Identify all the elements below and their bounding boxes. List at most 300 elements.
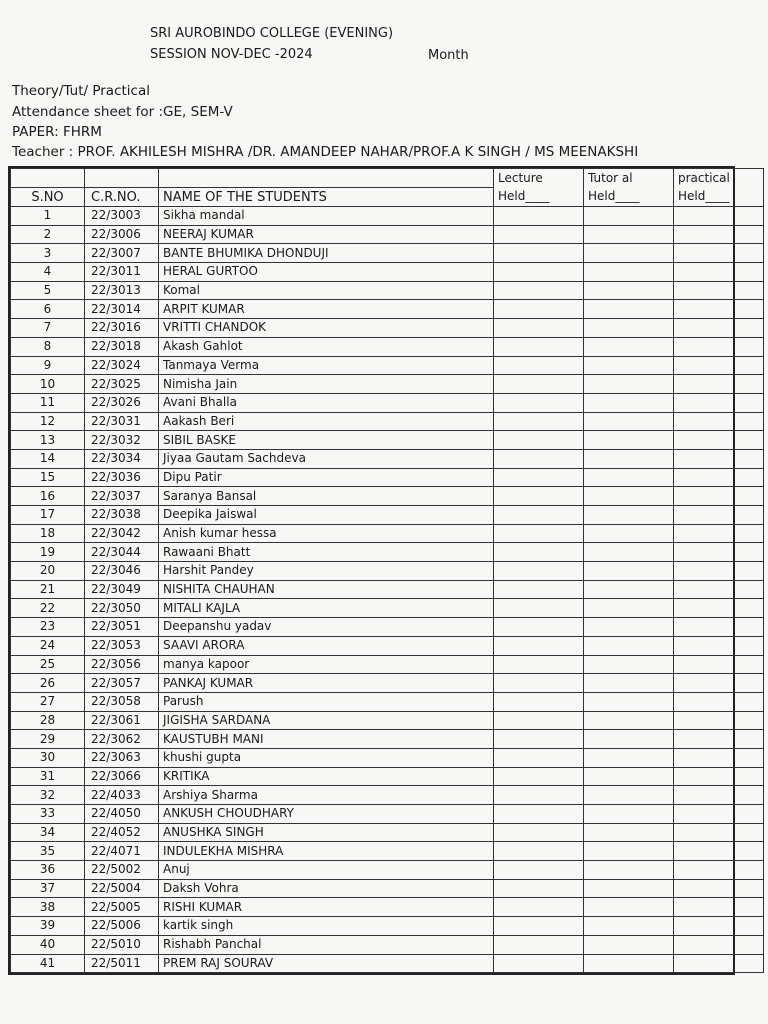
tutorial-attendance-cell xyxy=(584,674,674,693)
practical-attendance-cell xyxy=(674,207,764,226)
student-name: PANKAJ KUMAR xyxy=(159,674,494,693)
student-sno: 24 xyxy=(11,636,85,655)
table-row xyxy=(11,524,764,543)
lecture-attendance-cell xyxy=(494,861,584,880)
practical-attendance-cell xyxy=(674,506,764,525)
tutorial-attendance-cell xyxy=(584,580,674,599)
student-crno: 22/3013 xyxy=(85,281,159,300)
student-sno: 14 xyxy=(11,449,85,468)
lecture-attendance-cell xyxy=(494,449,584,468)
table-row xyxy=(11,412,764,431)
lecture-attendance-cell xyxy=(494,805,584,824)
tutorial-attendance-cell xyxy=(584,636,674,655)
table-row xyxy=(11,487,764,506)
tutorial-attendance-cell xyxy=(584,244,674,263)
student-crno: 22/3025 xyxy=(85,375,159,394)
student-crno: 22/3061 xyxy=(85,711,159,730)
table-row xyxy=(11,319,764,338)
tutorial-attendance-cell xyxy=(584,842,674,861)
student-sno: 30 xyxy=(11,748,85,767)
student-crno: 22/3049 xyxy=(85,580,159,599)
tutorial-attendance-cell xyxy=(584,805,674,824)
student-sno: 32 xyxy=(11,786,85,805)
student-sno: 41 xyxy=(11,954,85,973)
student-crno: 22/3024 xyxy=(85,356,159,375)
student-crno: 22/3051 xyxy=(85,618,159,637)
practical-attendance-cell xyxy=(674,748,764,767)
table-row xyxy=(11,898,764,917)
lecture-attendance-cell xyxy=(494,618,584,637)
student-sno: 20 xyxy=(11,562,85,581)
student-crno: 22/4033 xyxy=(85,786,159,805)
tutorial-attendance-cell xyxy=(584,898,674,917)
table-row xyxy=(11,954,764,973)
header-sno-spacer xyxy=(11,169,85,188)
student-crno: 22/3007 xyxy=(85,244,159,263)
tutorial-attendance-cell xyxy=(584,412,674,431)
lecture-attendance-cell xyxy=(494,655,584,674)
practical-held-label: Held____ xyxy=(678,189,730,203)
table-row xyxy=(11,748,764,767)
table-row xyxy=(11,730,764,749)
student-sno: 5 xyxy=(11,281,85,300)
tutorial-attendance-cell xyxy=(584,375,674,394)
lecture-attendance-cell xyxy=(494,393,584,412)
student-name: Saranya Bansal xyxy=(159,487,494,506)
student-name: khushi gupta xyxy=(159,748,494,767)
student-sno: 21 xyxy=(11,580,85,599)
lecture-attendance-cell xyxy=(494,748,584,767)
table-row xyxy=(11,879,764,898)
table-row xyxy=(11,805,764,824)
paper-label: PAPER: FHRM xyxy=(12,124,102,140)
practical-held-header xyxy=(674,169,764,207)
practical-attendance-cell xyxy=(674,692,764,711)
lecture-attendance-cell xyxy=(494,711,584,730)
practical-attendance-cell xyxy=(674,580,764,599)
student-sno: 23 xyxy=(11,618,85,637)
lecture-attendance-cell xyxy=(494,263,584,282)
lecture-attendance-cell xyxy=(494,935,584,954)
student-sno: 12 xyxy=(11,412,85,431)
student-crno: 22/3058 xyxy=(85,692,159,711)
student-name: Deepanshu yadav xyxy=(159,618,494,637)
student-sno: 4 xyxy=(11,263,85,282)
table-row xyxy=(11,543,764,562)
student-name: BANTE BHUMIKA DHONDUJI xyxy=(159,244,494,263)
student-name: NISHITA CHAUHAN xyxy=(159,580,494,599)
tutorial-attendance-cell xyxy=(584,524,674,543)
tutorial-attendance-cell xyxy=(584,711,674,730)
tutorial-attendance-cell xyxy=(584,487,674,506)
student-sno: 9 xyxy=(11,356,85,375)
table-row xyxy=(11,823,764,842)
lecture-attendance-cell xyxy=(494,674,584,693)
tutorial-attendance-cell xyxy=(584,786,674,805)
tutorial-attendance-cell xyxy=(584,692,674,711)
student-crno: 22/4071 xyxy=(85,842,159,861)
table-header-top-row xyxy=(11,169,764,188)
practical-attendance-cell xyxy=(674,935,764,954)
student-crno: 22/3042 xyxy=(85,524,159,543)
lecture-attendance-cell xyxy=(494,375,584,394)
student-sno: 19 xyxy=(11,543,85,562)
practical-header-title: practical xyxy=(678,171,730,185)
student-crno: 22/3006 xyxy=(85,225,159,244)
practical-attendance-cell xyxy=(674,431,764,450)
student-sno: 36 xyxy=(11,861,85,880)
lecture-attendance-cell xyxy=(494,506,584,525)
student-crno: 22/3050 xyxy=(85,599,159,618)
table-row xyxy=(11,674,764,693)
practical-attendance-cell xyxy=(674,412,764,431)
table-row xyxy=(11,337,764,356)
tutorial-attendance-cell xyxy=(584,599,674,618)
student-sno: 8 xyxy=(11,337,85,356)
lecture-attendance-cell xyxy=(494,580,584,599)
student-crno: 22/3036 xyxy=(85,468,159,487)
lecture-attendance-cell xyxy=(494,543,584,562)
tutorial-attendance-cell xyxy=(584,767,674,786)
student-name: Rishabh Panchal xyxy=(159,935,494,954)
table-row xyxy=(11,244,764,263)
practical-attendance-cell xyxy=(674,842,764,861)
lecture-attendance-cell xyxy=(494,300,584,319)
header-name-spacer xyxy=(159,169,494,188)
practical-attendance-cell xyxy=(674,954,764,973)
student-sno: 35 xyxy=(11,842,85,861)
tutorial-attendance-cell xyxy=(584,618,674,637)
lecture-attendance-cell xyxy=(494,431,584,450)
student-crno: 22/3016 xyxy=(85,319,159,338)
table-row xyxy=(11,767,764,786)
tutorial-attendance-cell xyxy=(584,281,674,300)
tutorial-attendance-cell xyxy=(584,207,674,226)
practical-attendance-cell xyxy=(674,898,764,917)
student-crno: 22/5002 xyxy=(85,861,159,880)
tutorial-attendance-cell xyxy=(584,468,674,487)
student-name: JIGISHA SARDANA xyxy=(159,711,494,730)
lecture-attendance-cell xyxy=(494,412,584,431)
practical-attendance-cell xyxy=(674,543,764,562)
student-crno: 22/3034 xyxy=(85,449,159,468)
student-crno: 22/4052 xyxy=(85,823,159,842)
student-name: Anish kumar hessa xyxy=(159,524,494,543)
tutorial-attendance-cell xyxy=(584,543,674,562)
practical-attendance-cell xyxy=(674,319,764,338)
table-row xyxy=(11,431,764,450)
table-row xyxy=(11,468,764,487)
student-crno: 22/3057 xyxy=(85,674,159,693)
lecture-attendance-cell xyxy=(494,692,584,711)
lecture-held-label: Held____ xyxy=(498,189,550,203)
attendance-table xyxy=(10,168,764,973)
tutorial-attendance-cell xyxy=(584,730,674,749)
session-label: SESSION NOV-DEC -2024 xyxy=(150,47,313,62)
practical-attendance-cell xyxy=(674,562,764,581)
student-name: kartik singh xyxy=(159,917,494,936)
student-sno: 22 xyxy=(11,599,85,618)
lecture-attendance-cell xyxy=(494,599,584,618)
tutorial-attendance-cell xyxy=(584,337,674,356)
lecture-attendance-cell xyxy=(494,319,584,338)
student-name: Harshit Pandey xyxy=(159,562,494,581)
student-name: Akash Gahlot xyxy=(159,337,494,356)
table-row xyxy=(11,506,764,525)
table-row xyxy=(11,263,764,282)
student-crno: 22/3003 xyxy=(85,207,159,226)
practical-attendance-cell xyxy=(674,879,764,898)
practical-attendance-cell xyxy=(674,337,764,356)
student-name: Tanmaya Verma xyxy=(159,356,494,375)
student-crno: 22/5005 xyxy=(85,898,159,917)
lecture-attendance-cell xyxy=(494,225,584,244)
tutorial-held-header xyxy=(584,169,674,207)
tutorial-attendance-cell xyxy=(584,300,674,319)
table-row xyxy=(11,281,764,300)
table-row xyxy=(11,786,764,805)
student-sno: 34 xyxy=(11,823,85,842)
practical-attendance-cell xyxy=(674,300,764,319)
student-sno: 25 xyxy=(11,655,85,674)
lecture-attendance-cell xyxy=(494,244,584,263)
student-name: HERAL GURTOO xyxy=(159,263,494,282)
table-row xyxy=(11,356,764,375)
student-name: Dipu Patir xyxy=(159,468,494,487)
student-sno: 40 xyxy=(11,935,85,954)
student-sno: 37 xyxy=(11,879,85,898)
practical-attendance-cell xyxy=(674,711,764,730)
table-row xyxy=(11,449,764,468)
student-name: ANKUSH CHOUDHARY xyxy=(159,805,494,824)
tutorial-header-title: Tutor al xyxy=(588,171,633,185)
practical-attendance-cell xyxy=(674,244,764,263)
practical-attendance-cell xyxy=(674,917,764,936)
attendance-table-container xyxy=(8,166,735,975)
lecture-held-header xyxy=(494,169,584,207)
attendance-sheet-for-label: Attendance sheet for :GE, SEM-V xyxy=(12,104,233,120)
practical-attendance-cell xyxy=(674,618,764,637)
practical-attendance-cell xyxy=(674,674,764,693)
table-row xyxy=(11,636,764,655)
practical-attendance-cell xyxy=(674,823,764,842)
student-crno: 22/3062 xyxy=(85,730,159,749)
table-row xyxy=(11,711,764,730)
student-crno: 22/3063 xyxy=(85,748,159,767)
student-name: NEERAJ KUMAR xyxy=(159,225,494,244)
teacher-label: Teacher : PROF. AKHILESH MISHRA /DR. AMANDEEP NAHAR/PROF.A K SINGH / MS MEENAKSHI xyxy=(12,144,639,160)
practical-attendance-cell xyxy=(674,487,764,506)
header-crno-spacer xyxy=(85,169,159,188)
lecture-attendance-cell xyxy=(494,487,584,506)
student-name: Jiyaa Gautam Sachdeva xyxy=(159,449,494,468)
practical-attendance-cell xyxy=(674,393,764,412)
student-crno: 22/5010 xyxy=(85,935,159,954)
table-row xyxy=(11,655,764,674)
tutorial-attendance-cell xyxy=(584,954,674,973)
student-name: Anuj xyxy=(159,861,494,880)
practical-attendance-cell xyxy=(674,786,764,805)
student-sno: 2 xyxy=(11,225,85,244)
student-name: KAUSTUBH MANI xyxy=(159,730,494,749)
student-crno: 22/3053 xyxy=(85,636,159,655)
student-name: INDULEKHA MISHRA xyxy=(159,842,494,861)
tutorial-attendance-cell xyxy=(584,356,674,375)
student-crno: 22/3037 xyxy=(85,487,159,506)
tutorial-attendance-cell xyxy=(584,917,674,936)
lecture-attendance-cell xyxy=(494,356,584,375)
student-name: Rawaani Bhatt xyxy=(159,543,494,562)
student-rows xyxy=(11,207,764,973)
table-row xyxy=(11,562,764,581)
lecture-attendance-cell xyxy=(494,207,584,226)
crno-column-header: C.R.NO. xyxy=(85,188,159,207)
student-crno: 22/3056 xyxy=(85,655,159,674)
student-name: SAAVI ARORA xyxy=(159,636,494,655)
lecture-attendance-cell xyxy=(494,879,584,898)
lecture-attendance-cell xyxy=(494,730,584,749)
lecture-attendance-cell xyxy=(494,917,584,936)
student-crno: 22/3011 xyxy=(85,263,159,282)
lecture-attendance-cell xyxy=(494,281,584,300)
student-name: RISHI KUMAR xyxy=(159,898,494,917)
student-sno: 38 xyxy=(11,898,85,917)
student-crno: 22/3031 xyxy=(85,412,159,431)
student-sno: 18 xyxy=(11,524,85,543)
lecture-attendance-cell xyxy=(494,468,584,487)
student-sno: 26 xyxy=(11,674,85,693)
student-crno: 22/3026 xyxy=(85,393,159,412)
practical-attendance-cell xyxy=(674,767,764,786)
student-sno: 3 xyxy=(11,244,85,263)
tutorial-attendance-cell xyxy=(584,263,674,282)
practical-attendance-cell xyxy=(674,524,764,543)
table-row xyxy=(11,599,764,618)
lecture-attendance-cell xyxy=(494,562,584,581)
table-row xyxy=(11,393,764,412)
student-sno: 31 xyxy=(11,767,85,786)
student-crno: 22/3044 xyxy=(85,543,159,562)
student-crno: 22/3014 xyxy=(85,300,159,319)
student-sno: 1 xyxy=(11,207,85,226)
student-name: Nimisha Jain xyxy=(159,375,494,394)
lecture-attendance-cell xyxy=(494,524,584,543)
lecture-attendance-cell xyxy=(494,898,584,917)
practical-attendance-cell xyxy=(674,636,764,655)
tutorial-attendance-cell xyxy=(584,823,674,842)
table-row xyxy=(11,692,764,711)
table-row xyxy=(11,300,764,319)
student-name: Parush xyxy=(159,692,494,711)
student-name: Aakash Beri xyxy=(159,412,494,431)
tutorial-attendance-cell xyxy=(584,562,674,581)
tutorial-attendance-cell xyxy=(584,879,674,898)
table-row xyxy=(11,618,764,637)
practical-attendance-cell xyxy=(674,730,764,749)
lecture-attendance-cell xyxy=(494,767,584,786)
table-row xyxy=(11,842,764,861)
month-label: Month xyxy=(428,48,469,63)
student-name: Arshiya Sharma xyxy=(159,786,494,805)
student-sno: 29 xyxy=(11,730,85,749)
student-crno: 22/3046 xyxy=(85,562,159,581)
student-name: Deepika Jaiswal xyxy=(159,506,494,525)
student-name-column-header: NAME OF THE STUDENTS xyxy=(159,188,494,207)
student-sno: 17 xyxy=(11,506,85,525)
college-name: SRI AUROBINDO COLLEGE (EVENING) xyxy=(150,26,394,41)
practical-attendance-cell xyxy=(674,861,764,880)
student-sno: 15 xyxy=(11,468,85,487)
student-name: PREM RAJ SOURAV xyxy=(159,954,494,973)
student-name: KRITIKA xyxy=(159,767,494,786)
practical-attendance-cell xyxy=(674,225,764,244)
student-name: manya kapoor xyxy=(159,655,494,674)
practical-attendance-cell xyxy=(674,356,764,375)
student-name: ARPIT KUMAR xyxy=(159,300,494,319)
student-sno: 16 xyxy=(11,487,85,506)
student-crno: 22/3018 xyxy=(85,337,159,356)
lecture-attendance-cell xyxy=(494,842,584,861)
student-sno: 11 xyxy=(11,393,85,412)
student-crno: 22/5006 xyxy=(85,917,159,936)
student-crno: 22/4050 xyxy=(85,805,159,824)
student-sno: 6 xyxy=(11,300,85,319)
lecture-attendance-cell xyxy=(494,823,584,842)
student-sno: 33 xyxy=(11,805,85,824)
table-row xyxy=(11,225,764,244)
student-name: Sikha mandal xyxy=(159,207,494,226)
tutorial-attendance-cell xyxy=(584,431,674,450)
student-name: VRITTI CHANDOK xyxy=(159,319,494,338)
lecture-attendance-cell xyxy=(494,337,584,356)
student-crno: 22/3038 xyxy=(85,506,159,525)
practical-attendance-cell xyxy=(674,375,764,394)
table-row xyxy=(11,935,764,954)
student-crno: 22/5011 xyxy=(85,954,159,973)
table-row xyxy=(11,580,764,599)
student-crno: 22/3032 xyxy=(85,431,159,450)
student-crno: 22/3066 xyxy=(85,767,159,786)
tutorial-attendance-cell xyxy=(584,861,674,880)
table-row xyxy=(11,375,764,394)
practical-attendance-cell xyxy=(674,281,764,300)
tutorial-held-label: Held____ xyxy=(588,189,640,203)
tutorial-attendance-cell xyxy=(584,748,674,767)
practical-attendance-cell xyxy=(674,263,764,282)
lecture-attendance-cell xyxy=(494,636,584,655)
student-name: Komal xyxy=(159,281,494,300)
student-name: ANUSHKA SINGH xyxy=(159,823,494,842)
student-sno: 39 xyxy=(11,917,85,936)
student-sno: 10 xyxy=(11,375,85,394)
theory-tut-practical-label: Theory/Tut/ Practical xyxy=(12,83,150,99)
lecture-attendance-cell xyxy=(494,954,584,973)
table-row xyxy=(11,861,764,880)
student-name: SIBIL BASKE xyxy=(159,431,494,450)
student-name: MITALI KAJLA xyxy=(159,599,494,618)
tutorial-attendance-cell xyxy=(584,225,674,244)
student-name: Avani Bhalla xyxy=(159,393,494,412)
tutorial-attendance-cell xyxy=(584,449,674,468)
lecture-header-title: Lecture xyxy=(498,171,543,185)
tutorial-attendance-cell xyxy=(584,935,674,954)
student-sno: 27 xyxy=(11,692,85,711)
practical-attendance-cell xyxy=(674,449,764,468)
tutorial-attendance-cell xyxy=(584,319,674,338)
practical-attendance-cell xyxy=(674,468,764,487)
student-sno: 28 xyxy=(11,711,85,730)
practical-attendance-cell xyxy=(674,599,764,618)
